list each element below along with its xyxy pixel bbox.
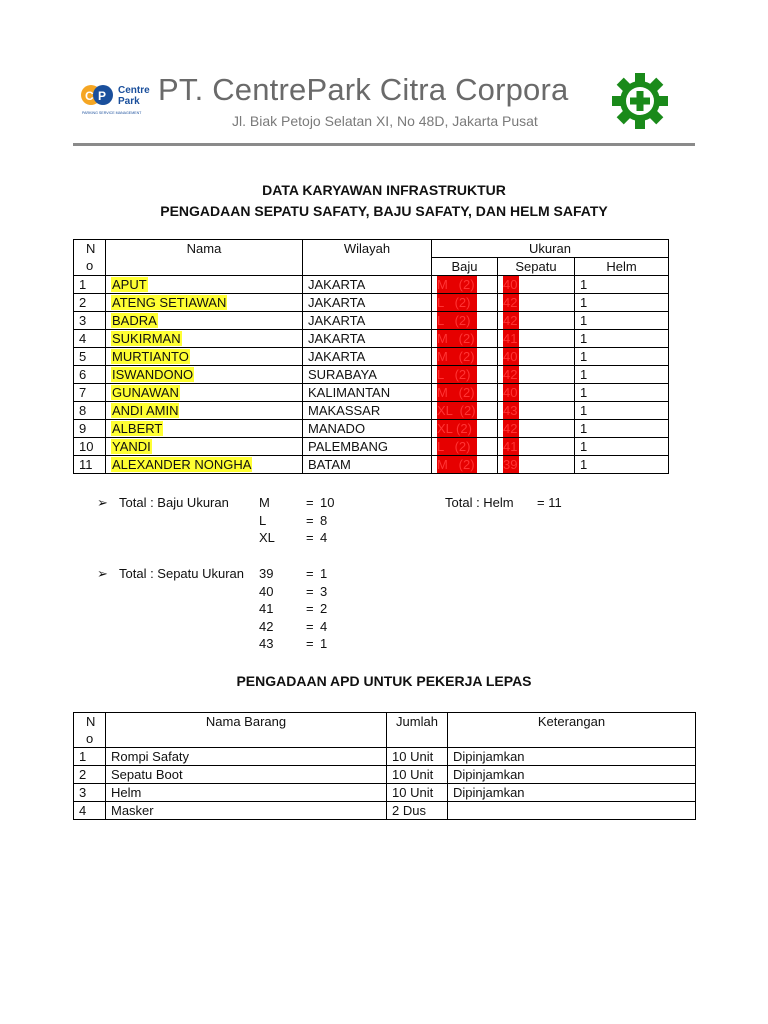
summary-count: 1 (320, 636, 328, 652)
logo-tagline: PARKING SERVICE MANAGEMENT (82, 111, 142, 115)
employee-name: GUNAWAN (112, 385, 179, 400)
baju-size: L (2) (437, 312, 477, 329)
cell-sepatu (498, 330, 575, 348)
cell-nama (106, 276, 303, 294)
cell-no: 7 (74, 384, 106, 402)
cell-baju (432, 330, 498, 348)
baju-size: XL (2) (437, 403, 476, 418)
table-row (74, 294, 669, 312)
cell-helm: 1 (575, 456, 669, 474)
col-sepatu: Sepatu (498, 258, 575, 276)
summary-size: 42 (259, 618, 274, 634)
cell-sepatu (498, 312, 575, 330)
employee-name: ALEXANDER NONGHA (112, 457, 252, 472)
cell-baju (432, 384, 498, 402)
cell-baju (432, 348, 498, 366)
baju-size: M (2) (437, 330, 477, 347)
cell-wilayah: JAKARTA (303, 312, 432, 330)
cell-keterangan (448, 802, 696, 820)
cell-baju (432, 312, 498, 330)
cell-nama-barang: Helm (106, 784, 387, 802)
cell-wilayah: JAKARTA (303, 348, 432, 366)
employee-name: APUT (112, 277, 147, 292)
table-row (74, 420, 669, 438)
baju-size: M (2) (437, 276, 477, 293)
summary-size: XL (259, 530, 275, 546)
cell-wilayah: JAKARTA (303, 294, 432, 312)
table-row (74, 366, 669, 384)
title-data-karyawan: DATA KARYAWAN INFRASTRUKTUR (262, 182, 506, 198)
sepatu-size: 39 (503, 457, 518, 472)
logo-text: Centre (118, 85, 150, 96)
table-row (74, 330, 669, 348)
cell-no: 9 (74, 420, 106, 438)
table-row (74, 348, 669, 366)
summary-count: 10 (320, 495, 335, 510)
table-row (74, 438, 669, 456)
cell-no: 11 (74, 456, 106, 474)
baju-size: M (2) (437, 384, 477, 401)
cell-nama (106, 348, 303, 366)
summary-equals: = (306, 566, 314, 581)
cell-wilayah: PALEMBANG (303, 438, 432, 456)
cell-nama (106, 384, 303, 402)
col-nama: Nama (106, 240, 303, 276)
cell-no: 10 (74, 438, 106, 456)
table-row (74, 802, 696, 820)
total-baju-label: Total : Baju Ukuran (119, 495, 229, 510)
summary-size: 41 (259, 601, 274, 617)
baju-size: XL (2) (437, 420, 477, 437)
baju-size: M (2) (437, 456, 477, 473)
summary-count: 2 (320, 601, 328, 617)
total-sepatu-label: Total : Sepatu Ukuran (119, 566, 245, 581)
cell-nama (106, 366, 303, 384)
col-baju: Baju (432, 258, 498, 276)
sepatu-size: 41 (503, 439, 518, 454)
cell-no: 3 (74, 312, 106, 330)
sepatu-size: 42 (503, 313, 518, 328)
cell-sepatu (498, 438, 575, 456)
cell-nama-barang: Masker (106, 802, 387, 820)
cell-baju (432, 276, 498, 294)
sepatu-size: 43 (503, 403, 518, 418)
cell-helm: 1 (575, 330, 669, 348)
cell-keterangan: Dipinjamkan (448, 784, 696, 802)
cell-nama (106, 456, 303, 474)
bullet-arrow-icon: ➢ (97, 566, 108, 581)
summary-size: L (259, 512, 267, 528)
table-row (74, 276, 669, 294)
summary-size: 43 (259, 636, 274, 652)
total-helm-value: = 11 (537, 495, 562, 510)
cell-baju (432, 420, 498, 438)
summary-count: 4 (320, 618, 328, 634)
cell-helm: 1 (575, 366, 669, 384)
col-ukuran: Ukuran (432, 240, 669, 258)
sepatu-size: 40 (503, 277, 518, 292)
table-row (74, 384, 669, 402)
summary-equals: = (306, 618, 314, 634)
summary-size: 39 (259, 566, 274, 581)
cell-baju (432, 366, 498, 384)
table-row (74, 312, 669, 330)
col-nama-barang: Nama Barang (106, 713, 387, 748)
cell-sepatu (498, 384, 575, 402)
apd-table (73, 712, 696, 820)
cell-helm: 1 (575, 402, 669, 420)
cell-helm: 1 (575, 312, 669, 330)
table-row (74, 766, 696, 784)
cell-wilayah: SURABAYA (303, 366, 432, 384)
cell-jumlah: 2 Dus (387, 802, 448, 820)
summary-count: 1 (320, 566, 328, 581)
cell-sepatu (498, 456, 575, 474)
cell-sepatu (498, 276, 575, 294)
cell-nama-barang: Sepatu Boot (106, 766, 387, 784)
cell-baju (432, 402, 498, 420)
summary-equals: = (306, 512, 314, 528)
summary-count: 4 (320, 530, 328, 546)
employee-name: MURTIANTO (112, 349, 189, 364)
cell-no: 4 (74, 802, 106, 820)
centrepark-logo (80, 80, 170, 120)
safety-gear-icon (611, 72, 669, 130)
table-row (74, 784, 696, 802)
cell-wilayah: MANADO (303, 420, 432, 438)
sepatu-size: 40 (503, 349, 518, 364)
cell-sepatu (498, 348, 575, 366)
cell-baju (432, 294, 498, 312)
cell-baju (432, 438, 498, 456)
cell-helm: 1 (575, 294, 669, 312)
cell-sepatu (498, 402, 575, 420)
cell-keterangan: Dipinjamkan (448, 766, 696, 784)
col-keterangan: Keterangan (448, 713, 696, 748)
summary-equals: = (306, 583, 314, 599)
cell-nama (106, 438, 303, 456)
summary-size: M (259, 495, 270, 510)
employee-name: SUKIRMAN (112, 331, 181, 346)
cell-no: 1 (74, 748, 106, 766)
cell-nama (106, 402, 303, 420)
summary-equals: = (306, 601, 314, 617)
cell-jumlah: 10 Unit (387, 766, 448, 784)
cell-helm: 1 (575, 348, 669, 366)
employee-name: YANDI (112, 439, 151, 454)
employee-name: ANDI AMIN (112, 403, 179, 418)
sepatu-size: 40 (503, 385, 518, 400)
cell-no: 8 (74, 402, 106, 420)
summary-equals: = (306, 495, 314, 510)
col-no: N o (74, 240, 106, 276)
cell-no: 1 (74, 276, 106, 294)
col-wilayah: Wilayah (303, 240, 432, 276)
cell-no: 3 (74, 784, 106, 802)
cell-baju (432, 456, 498, 474)
employee-name: ATENG SETIAWAN (112, 295, 227, 310)
cell-wilayah: JAKARTA (303, 330, 432, 348)
cell-nama (106, 420, 303, 438)
cell-helm: 1 (575, 384, 669, 402)
sepatu-size: 42 (503, 367, 518, 382)
col-no: N o (74, 713, 106, 748)
cell-jumlah: 10 Unit (387, 784, 448, 802)
bullet-arrow-icon: ➢ (97, 495, 108, 510)
summary-size: 40 (259, 583, 274, 599)
baju-size: L (2) (437, 294, 477, 311)
cell-sepatu (498, 366, 575, 384)
cell-nama (106, 312, 303, 330)
employee-table (73, 239, 669, 474)
summary-equals: = (306, 530, 314, 546)
total-helm-label: Total : Helm (445, 495, 514, 510)
sepatu-size: 42 (503, 295, 518, 310)
baju-size: L (2) (437, 366, 477, 383)
col-helm: Helm (575, 258, 669, 276)
table-row (74, 402, 669, 420)
cell-wilayah: BATAM (303, 456, 432, 474)
cell-jumlah: 10 Unit (387, 748, 448, 766)
summary-count: 8 (320, 512, 328, 528)
employee-name: ALBERT (112, 421, 163, 436)
cell-no: 4 (74, 330, 106, 348)
cell-nama-barang: Rompi Safaty (106, 748, 387, 766)
summary-equals: = (306, 636, 314, 652)
cell-no: 6 (74, 366, 106, 384)
employee-name: ISWANDONO (112, 367, 194, 382)
cell-no: 5 (74, 348, 106, 366)
cell-sepatu (498, 294, 575, 312)
company-name: PT. CentrePark Citra Corpora (158, 72, 569, 107)
summary-count: 3 (320, 583, 328, 599)
header-divider (73, 143, 695, 146)
title-pengadaan: PENGADAAN SEPATU SAFATY, BAJU SAFATY, DAN HELM SAFATY (160, 203, 608, 219)
table-row (74, 456, 669, 474)
company-address: Jl. Biak Petojo Selatan XI, No 48D, Jakarta Pusat (232, 113, 538, 129)
cell-nama (106, 294, 303, 312)
cell-nama (106, 330, 303, 348)
cell-sepatu (498, 420, 575, 438)
cell-wilayah: JAKARTA (303, 276, 432, 294)
cell-helm: 1 (575, 276, 669, 294)
cell-no: 2 (74, 766, 106, 784)
cell-wilayah: MAKASSAR (303, 402, 432, 420)
cell-helm: 1 (575, 438, 669, 456)
svg-text:P: P (98, 89, 107, 103)
svg-text:Park: Park (118, 96, 140, 107)
cell-no: 2 (74, 294, 106, 312)
table-row (74, 748, 696, 766)
svg-text:C: C (85, 89, 94, 103)
baju-size: L (2) (437, 438, 477, 455)
sepatu-size: 42 (503, 421, 518, 436)
cell-helm: 1 (575, 420, 669, 438)
baju-size: M (2) (437, 348, 477, 365)
col-jumlah: Jumlah (387, 713, 448, 748)
employee-name: BADRA (112, 313, 157, 328)
cell-keterangan: Dipinjamkan (448, 748, 696, 766)
cell-wilayah: KALIMANTAN (303, 384, 432, 402)
sepatu-size: 41 (503, 331, 518, 346)
title-apd: PENGADAAN APD UNTUK PEKERJA LEPAS (236, 673, 532, 689)
